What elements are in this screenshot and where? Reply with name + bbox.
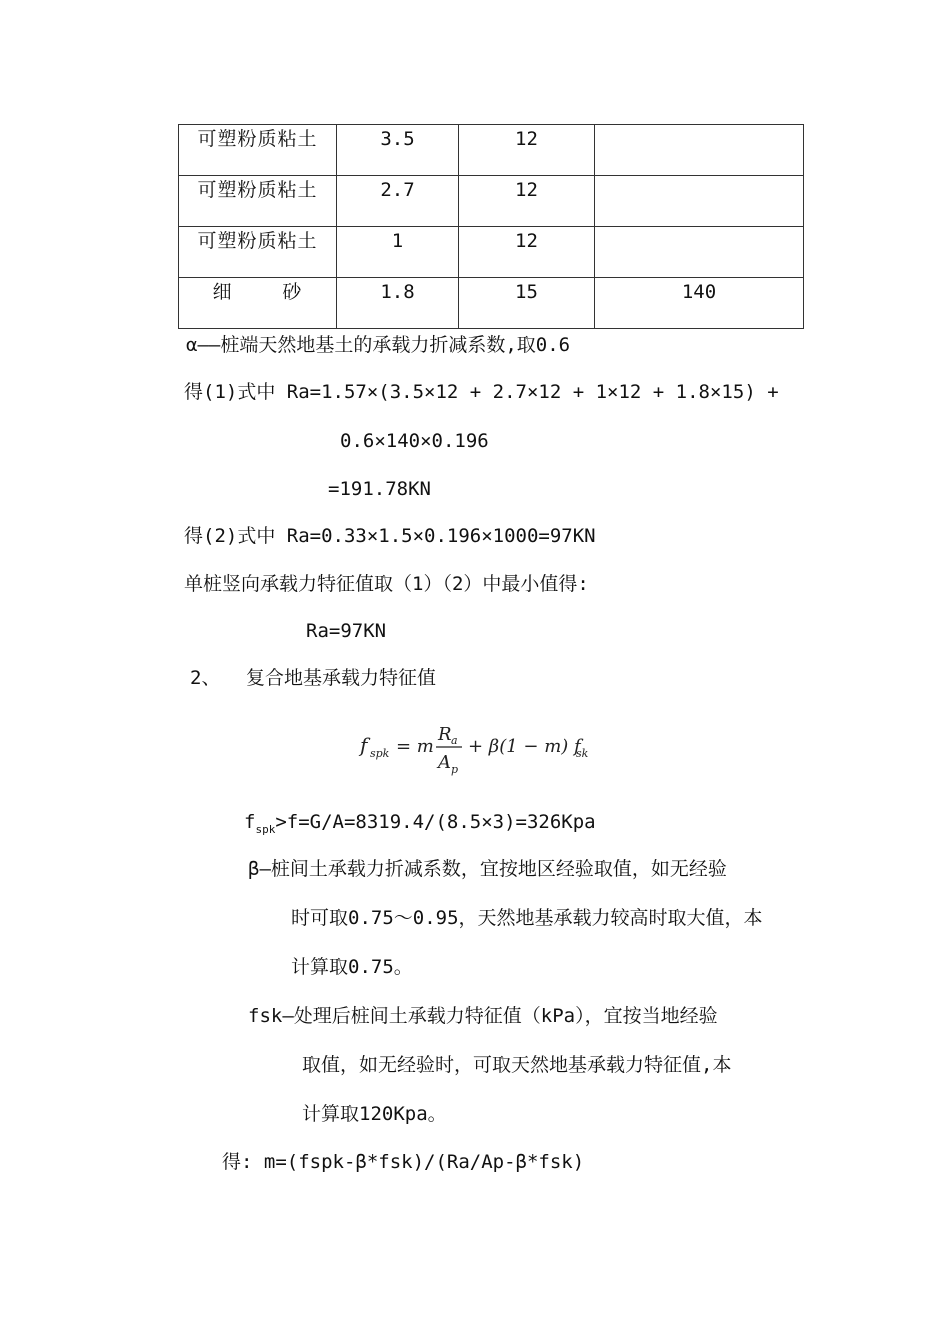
- fspk-subscript: spk: [255, 822, 276, 836]
- beta-line-3: 计算取0.75。: [291, 956, 413, 978]
- formula-denominator: A: [438, 752, 451, 773]
- fsk-line-2: 取值，如无经验时，可取天然地基承载力特征值,本: [302, 1054, 732, 1076]
- beta-line-1: β—桩间土承载力折减系数，宜按地区经验取值，如无经验: [248, 858, 727, 880]
- formula-tail-sub: sk: [576, 747, 589, 760]
- table-cell: 12: [459, 125, 595, 176]
- table-cell: 140: [595, 278, 804, 329]
- table-cell: 可塑粉质粘土: [179, 176, 337, 227]
- ra-result: Ra=97KN: [306, 620, 387, 642]
- equation-1-line-b: 0.6×140×0.196: [340, 430, 489, 452]
- table-row: [179, 176, 804, 227]
- min-value-note: 单桩竖向承载力特征值取（1）（2）中最小值得:: [184, 573, 589, 595]
- section-title: 复合地基承载力特征值: [246, 667, 437, 689]
- fspk-line: [244, 810, 596, 842]
- table-cell: 12: [459, 227, 595, 278]
- table-cell: 可塑粉质粘土: [179, 227, 337, 278]
- table-cell: 可塑粉质粘土: [179, 125, 337, 176]
- section-number: 2、: [190, 667, 221, 689]
- table-cell: [595, 176, 804, 227]
- table-cell: 15: [459, 278, 595, 329]
- table-cell: 3.5: [337, 125, 459, 176]
- table-cell: 12: [459, 176, 595, 227]
- formula-f-sub: spk: [370, 747, 390, 760]
- table-row: [179, 278, 804, 329]
- equation-1-line-a: 得(1)式中 Ra=1.57×(3.5×12 + 2.7×12 + 1×12 + 1.8×15) +: [184, 381, 779, 403]
- formula-eq: = m: [396, 736, 434, 757]
- equation-1-result: =191.78KN: [328, 478, 431, 500]
- fsk-line-3: 计算取120Kpa。: [302, 1103, 447, 1125]
- table-cell: 细 砂: [179, 278, 337, 329]
- composite-foundation-formula: [358, 718, 598, 782]
- equation-2: 得(2)式中 Ra=0.33×1.5×0.196×1000=97KN: [184, 525, 596, 547]
- alpha-note: α——桩端天然地基土的承载力折减系数,取0.6: [186, 334, 571, 356]
- formula-tail: + β(1 − m) f: [468, 736, 581, 757]
- formula-numerator: R: [438, 724, 452, 745]
- fspk-calc: >f=G/A=8319.4/(8.5×3)=326Kpa: [275, 811, 596, 833]
- fspk-prefix: f: [244, 811, 256, 833]
- soil-table: [178, 124, 804, 329]
- table-cell: [595, 227, 804, 278]
- table-cell: 2.7: [337, 176, 459, 227]
- table-cell: 1: [337, 227, 459, 278]
- fsk-line-1: fsk—处理后桩间土承载力特征值（kPa），宜按当地经验: [248, 1005, 718, 1027]
- table-cell: 1.8: [337, 278, 459, 329]
- formula-denominator-sub: p: [451, 763, 459, 776]
- table-row: [179, 227, 804, 278]
- table-row: [179, 125, 804, 176]
- table-cell: [595, 125, 804, 176]
- formula-f: f: [360, 733, 368, 757]
- beta-line-2: 时可取0.75～0.95，天然地基承载力较高时取大值，本: [291, 907, 763, 929]
- formula-numerator-sub: a: [451, 734, 458, 747]
- m-equation: 得: m=(fspk-β*fsk)/(Ra/Ap-β*fsk): [222, 1151, 585, 1173]
